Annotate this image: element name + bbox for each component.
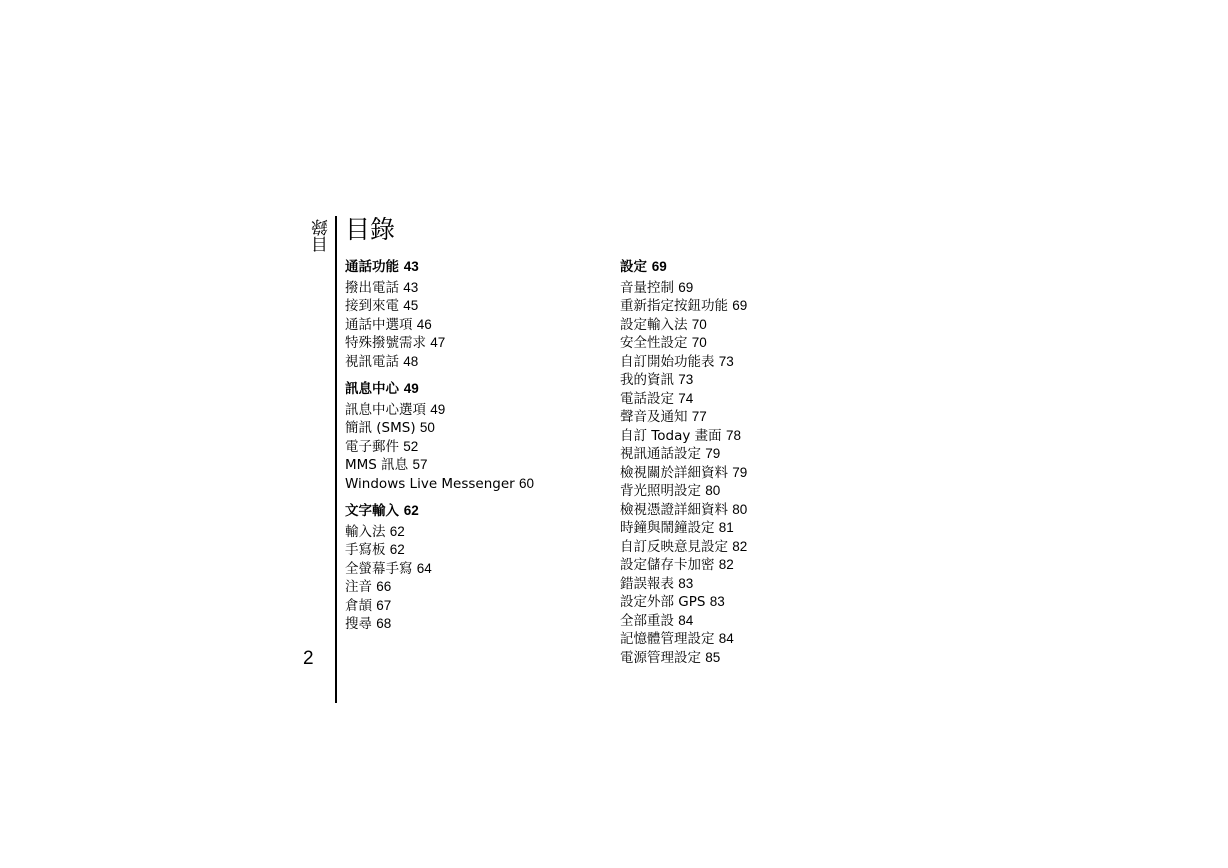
toc-entry-page: 46 [416, 316, 432, 332]
toc-left-column [345, 258, 615, 643]
toc-entry[interactable] [620, 427, 920, 446]
toc-entry-page: 70 [691, 316, 707, 332]
toc-entry-page: 78 [725, 427, 741, 443]
toc-entry-text: 全部重設 [620, 612, 674, 629]
toc-entry-text: 撥出電話 [345, 279, 399, 296]
toc-section [345, 502, 615, 634]
toc-entry-text: 接到來電 [345, 298, 399, 314]
toc-entry[interactable] [620, 464, 920, 483]
toc-entry-page: 83 [678, 575, 694, 591]
page-title: 目錄 [345, 215, 396, 244]
toc-entry[interactable] [620, 519, 920, 538]
toc-entry[interactable] [620, 482, 920, 501]
toc-section-page: 43 [403, 259, 419, 274]
toc-section-title: 設定 [620, 259, 647, 275]
toc-section-page: 69 [651, 259, 667, 274]
toc-entry-page: 73 [718, 353, 734, 369]
toc-entry-text: 通話中選項 [345, 316, 413, 333]
toc-entry-text: 背光照明設定 [620, 483, 701, 499]
toc-section [345, 380, 615, 493]
toc-entry[interactable] [345, 419, 615, 438]
toc-entry-page: 79 [705, 446, 721, 461]
toc-entry-text: 時鐘與鬧鐘設定 [620, 520, 715, 536]
toc-section-heading[interactable] [345, 258, 615, 277]
toc-entry[interactable] [345, 279, 615, 298]
toc-entry-text: 注音 [345, 579, 372, 595]
toc-section-title: 通話功能 [345, 259, 399, 275]
toc-entry[interactable] [620, 538, 920, 557]
toc-entry[interactable] [345, 456, 615, 475]
toc-entry-text: 電源管理設定 [620, 649, 701, 666]
toc-entry-text: 電子郵件 [345, 438, 399, 455]
toc-entry[interactable] [620, 371, 920, 390]
toc-entry[interactable] [620, 649, 920, 668]
toc-entry[interactable] [345, 615, 615, 634]
toc-entry[interactable] [345, 578, 615, 597]
toc-entry-text: 錯誤報表 [620, 575, 674, 592]
toc-entry-text: 檢視關於詳細資料 [620, 464, 728, 481]
toc-entry[interactable] [620, 593, 920, 612]
toc-entry-page: 49 [430, 401, 446, 417]
toc-entry-text: 我的資訊 [620, 372, 674, 388]
toc-entry-page: 82 [718, 557, 734, 572]
toc-entry-page: 48 [403, 353, 419, 369]
toc-entry-text: 聲音及通知 [620, 409, 688, 425]
toc-section-heading[interactable] [345, 502, 615, 521]
toc-section-heading[interactable] [620, 258, 920, 277]
toc-entry[interactable] [620, 334, 920, 353]
toc-entry[interactable] [345, 541, 615, 560]
toc-entry-text: Windows Live Messenger [345, 475, 515, 492]
toc-entry-page: 69 [678, 279, 694, 295]
toc-entry[interactable] [620, 390, 920, 409]
toc-section-heading[interactable] [345, 380, 615, 399]
toc-entry-text: 輸入法 [345, 523, 386, 540]
toc-entry[interactable] [345, 334, 615, 353]
toc-entry-text: 記憶體管理設定 [620, 631, 715, 647]
toc-entry[interactable] [345, 560, 615, 579]
toc-entry-page: 67 [376, 597, 392, 613]
toc-entry[interactable] [620, 556, 920, 575]
toc-entry-page: 77 [691, 409, 707, 424]
toc-entry-text: 電話設定 [620, 390, 674, 407]
toc-entry-text: 全螢幕手寫 [345, 560, 413, 577]
toc-section-page: 62 [403, 503, 419, 518]
toc-entry-text: 特殊撥號需求 [345, 335, 426, 351]
toc-entry[interactable] [345, 297, 615, 316]
toc-entry[interactable] [620, 316, 920, 335]
toc-entry-page: 73 [678, 372, 694, 387]
toc-entry-page: 84 [718, 631, 734, 646]
toc-entry[interactable] [345, 316, 615, 335]
toc-entry-text: 安全性設定 [620, 335, 688, 351]
toc-entry-text: 視訊電話 [345, 353, 399, 370]
toc-entry-text: 手寫板 [345, 542, 386, 558]
toc-entry[interactable] [620, 501, 920, 520]
toc-entry-page: 62 [389, 523, 405, 539]
toc-section-title: 文字輸入 [345, 503, 399, 519]
toc-entry-text: 自訂反映意見設定 [620, 538, 728, 555]
toc-entry-page: 68 [376, 616, 392, 631]
toc-entry-page: 70 [691, 335, 707, 350]
toc-entry[interactable] [345, 438, 615, 457]
toc-entry-page: 82 [732, 538, 748, 554]
toc-entry-text: 音量控制 [620, 279, 674, 296]
toc-entry-page: 80 [732, 501, 748, 517]
toc-entry-text: 自訂開始功能表 [620, 353, 715, 370]
toc-entry-page: 64 [416, 560, 432, 576]
toc-section [345, 258, 615, 371]
toc-entry[interactable] [620, 297, 920, 316]
toc-entry-text: 倉頡 [345, 597, 372, 614]
toc-entry[interactable] [620, 630, 920, 649]
toc-entry-text: 自訂 Today 畫面 [620, 427, 722, 444]
toc-entry[interactable] [620, 408, 920, 427]
toc-entry-page: 50 [419, 420, 435, 435]
toc-entry[interactable] [345, 597, 615, 616]
toc-entry-page: 79 [732, 464, 748, 480]
toc-section [620, 258, 920, 667]
toc-entry-text: MMS 訊息 [345, 457, 409, 473]
toc-entry-text: 設定輸入法 [620, 316, 688, 333]
toc-right-column [620, 258, 920, 676]
toc-entry-page: 60 [519, 475, 535, 491]
toc-entry-page: 52 [403, 438, 419, 454]
toc-entry-page: 62 [389, 542, 405, 557]
toc-entry-text: 重新指定按鈕功能 [620, 298, 728, 314]
toc-section-page: 49 [403, 381, 419, 396]
toc-entry-page: 47 [430, 335, 446, 350]
toc-entry-page: 85 [705, 649, 721, 665]
toc-entry[interactable] [620, 575, 920, 594]
toc-entry[interactable] [345, 353, 615, 372]
toc-entry-page: 83 [709, 594, 725, 609]
toc-entry-text: 訊息中心選項 [345, 401, 426, 418]
margin-rule [335, 216, 337, 703]
toc-entry-text: 設定儲存卡加密 [620, 557, 715, 573]
side-chapter-label: 目錄 [312, 219, 332, 253]
toc-entry[interactable] [620, 612, 920, 631]
toc-entry[interactable] [620, 353, 920, 372]
toc-entry-page: 74 [678, 390, 694, 406]
toc-entry-page: 81 [718, 520, 734, 535]
toc-entry-text: 檢視憑證詳細資料 [620, 501, 728, 518]
toc-entry-page: 66 [376, 579, 392, 594]
toc-entry-text: 簡訊 (SMS) [345, 420, 416, 436]
toc-entry-text: 視訊通話設定 [620, 446, 701, 462]
toc-entry-page: 43 [403, 279, 419, 295]
toc-entry[interactable] [345, 475, 615, 494]
page-number: 2 [303, 648, 314, 669]
toc-section-title: 訊息中心 [345, 381, 399, 397]
toc-entry[interactable] [345, 401, 615, 420]
toc-entry-page: 80 [705, 483, 721, 498]
toc-entry-text: 設定外部 GPS [620, 594, 706, 610]
toc-entry-page: 57 [412, 457, 428, 472]
toc-entry[interactable] [345, 523, 615, 542]
toc-entry-text: 搜尋 [345, 616, 372, 632]
toc-entry[interactable] [620, 279, 920, 298]
toc-entry-page: 69 [732, 298, 748, 313]
toc-entry-page: 84 [678, 612, 694, 628]
toc-entry-page: 45 [403, 298, 419, 313]
toc-entry[interactable] [620, 445, 920, 464]
